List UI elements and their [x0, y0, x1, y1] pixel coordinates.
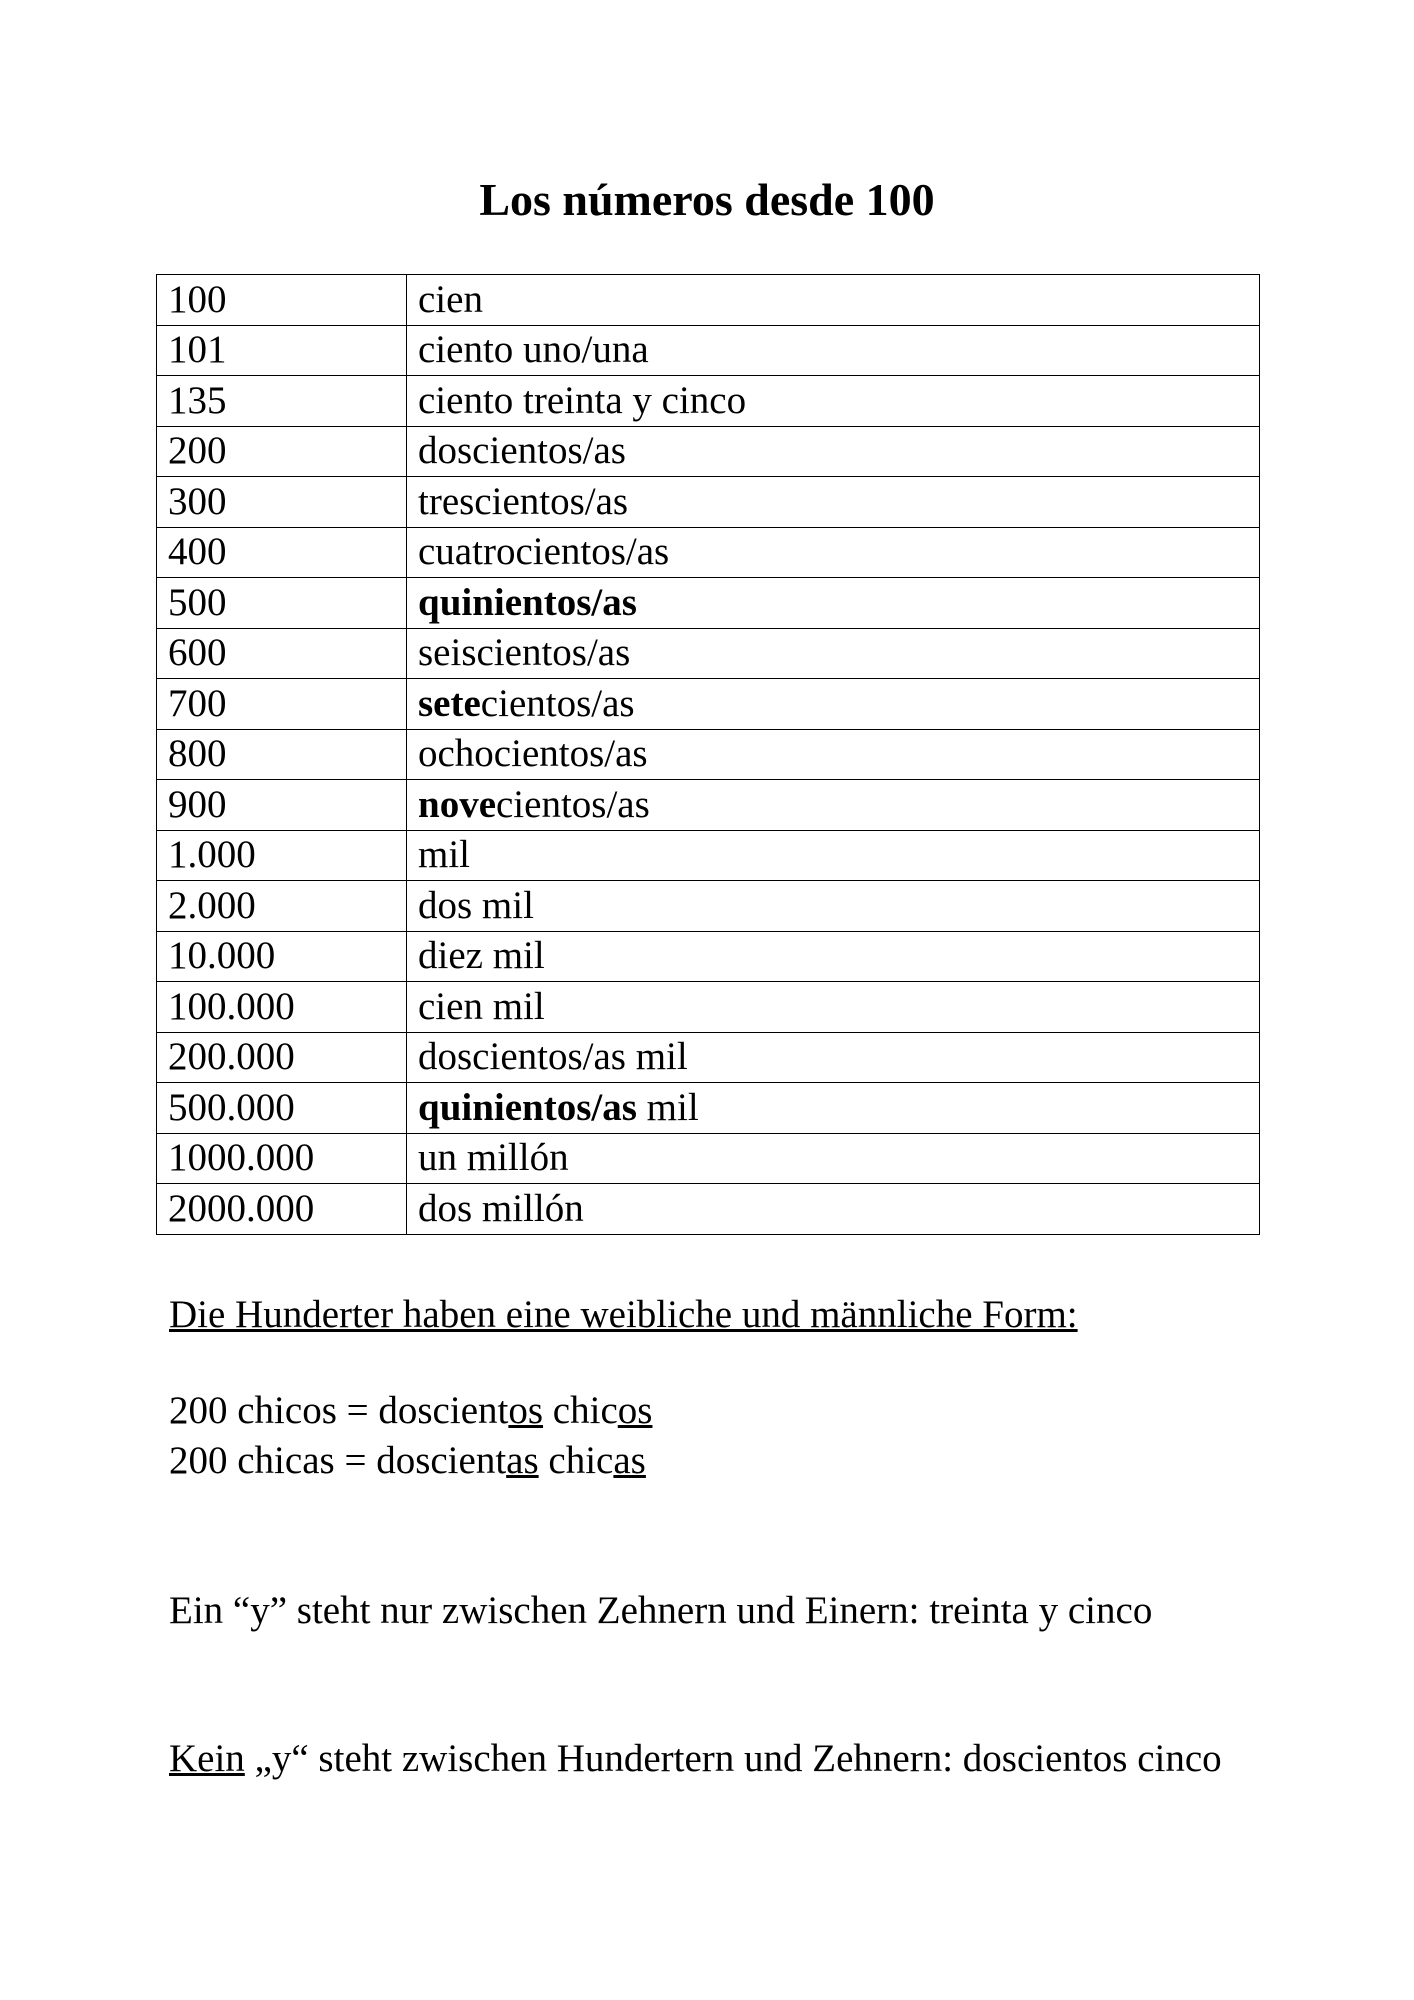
- word-cell: [407, 729, 1260, 780]
- word-cell: [407, 426, 1260, 477]
- number-cell: 2000.000: [157, 1184, 407, 1235]
- number-cell: 135: [157, 376, 407, 427]
- example-male-ending-1: os: [508, 1389, 544, 1432]
- example-male-middle: chic: [543, 1389, 618, 1432]
- word-cell: [407, 325, 1260, 376]
- number-cell: 1.000: [157, 830, 407, 881]
- table-row: [157, 527, 1260, 578]
- table-row: [157, 1032, 1260, 1083]
- example-female-middle: chic: [538, 1439, 614, 1482]
- table-row: [157, 729, 1260, 780]
- example-male-ending-2: os: [617, 1389, 653, 1432]
- gender-heading-text: Die Hunderter haben eine weibliche und männliche Form:: [169, 1293, 1078, 1336]
- table-row: [157, 830, 1260, 881]
- number-cell: 500: [157, 578, 407, 629]
- word-segment: cientos/as: [496, 782, 650, 826]
- word-cell: [407, 275, 1260, 326]
- word-cell: [407, 881, 1260, 932]
- word-segment: ochocientos/as: [418, 732, 648, 776]
- word-segment: trescientos/as: [418, 479, 629, 523]
- table-row: [157, 275, 1260, 326]
- number-cell: 200: [157, 426, 407, 477]
- example-male: [169, 1386, 1269, 1436]
- number-cell: 2.000: [157, 881, 407, 932]
- table-row: [157, 376, 1260, 427]
- number-cell: 100.000: [157, 982, 407, 1033]
- table-row: [157, 982, 1260, 1033]
- word-segment: dos millón: [418, 1186, 584, 1230]
- number-cell: 800: [157, 729, 407, 780]
- numbers-table: [156, 274, 1260, 1235]
- word-segment-bold: quinientos/as: [418, 1085, 637, 1129]
- word-cell: [407, 1133, 1260, 1184]
- word-segment: diez mil: [418, 934, 545, 978]
- page-title: Los números desde 100: [479, 174, 935, 225]
- table-row: [157, 628, 1260, 679]
- number-cell: 101: [157, 325, 407, 376]
- word-segment: un millón: [418, 1136, 569, 1180]
- word-segment-bold: quinientos/as: [418, 580, 637, 624]
- word-segment: seiscientos/as: [418, 631, 631, 675]
- word-segment: doscientos/as mil: [418, 1035, 688, 1079]
- table-row: [157, 780, 1260, 831]
- table-row: [157, 679, 1260, 730]
- table-row: [157, 1083, 1260, 1134]
- word-segment: cien: [418, 277, 483, 321]
- word-segment: ciento treinta y cinco: [418, 378, 747, 422]
- example-female: [169, 1436, 1269, 1486]
- word-cell: [407, 477, 1260, 528]
- word-cell: [407, 982, 1260, 1033]
- number-cell: 500.000: [157, 1083, 407, 1134]
- table-row: [157, 477, 1260, 528]
- number-cell: 400: [157, 527, 407, 578]
- word-segment: dos mil: [418, 883, 534, 927]
- word-cell: [407, 1184, 1260, 1235]
- table-row: [157, 1184, 1260, 1235]
- table-row: [157, 426, 1260, 477]
- word-segment: mil: [636, 1085, 699, 1129]
- word-segment: cientos/as: [480, 681, 635, 725]
- table-row: [157, 1133, 1260, 1184]
- word-cell: [407, 830, 1260, 881]
- numbers-table-body: [157, 275, 1260, 1235]
- table-row: [157, 578, 1260, 629]
- word-segment-bold: sete: [418, 681, 481, 725]
- y-rule: Ein “y” steht nur zwischen Zehnern und Einern: treinta y cinco: [169, 1589, 1153, 1632]
- number-cell: 700: [157, 679, 407, 730]
- word-cell: [407, 578, 1260, 629]
- example-female-prefix: 200 chicas = doscient: [169, 1439, 507, 1482]
- word-cell: [407, 679, 1260, 730]
- table-row: [157, 881, 1260, 932]
- word-cell: [407, 628, 1260, 679]
- example-female-ending-1: as: [506, 1439, 539, 1482]
- word-cell: [407, 527, 1260, 578]
- number-cell: 100: [157, 275, 407, 326]
- number-cell: 10.000: [157, 931, 407, 982]
- number-cell: 600: [157, 628, 407, 679]
- table-row: [157, 931, 1260, 982]
- word-cell: [407, 376, 1260, 427]
- number-cell: 200.000: [157, 1032, 407, 1083]
- example-male-prefix: 200 chicos = doscient: [169, 1389, 509, 1432]
- word-segment-bold: nove: [418, 782, 496, 826]
- number-cell: 900: [157, 780, 407, 831]
- word-segment: doscientos/as: [418, 429, 626, 473]
- word-cell: [407, 780, 1260, 831]
- gender-heading: [169, 1290, 1269, 1340]
- number-cell: 1000.000: [157, 1133, 407, 1184]
- word-cell: [407, 1032, 1260, 1083]
- no-y-rule-kein: Kein: [169, 1737, 245, 1780]
- no-y-rule: [169, 1734, 1249, 1784]
- word-segment: cien mil: [418, 984, 545, 1028]
- example-female-ending-2: as: [613, 1439, 646, 1482]
- word-segment: cuatrocientos/as: [418, 530, 670, 574]
- word-cell: [407, 931, 1260, 982]
- no-y-rule-text: „y“ steht zwischen Hundertern und Zehnern: doscientos cinco: [244, 1737, 1222, 1780]
- word-cell: [407, 1083, 1260, 1134]
- table-row: [157, 325, 1260, 376]
- number-cell: 300: [157, 477, 407, 528]
- word-segment: ciento uno/una: [418, 328, 649, 372]
- word-segment: mil: [418, 833, 471, 877]
